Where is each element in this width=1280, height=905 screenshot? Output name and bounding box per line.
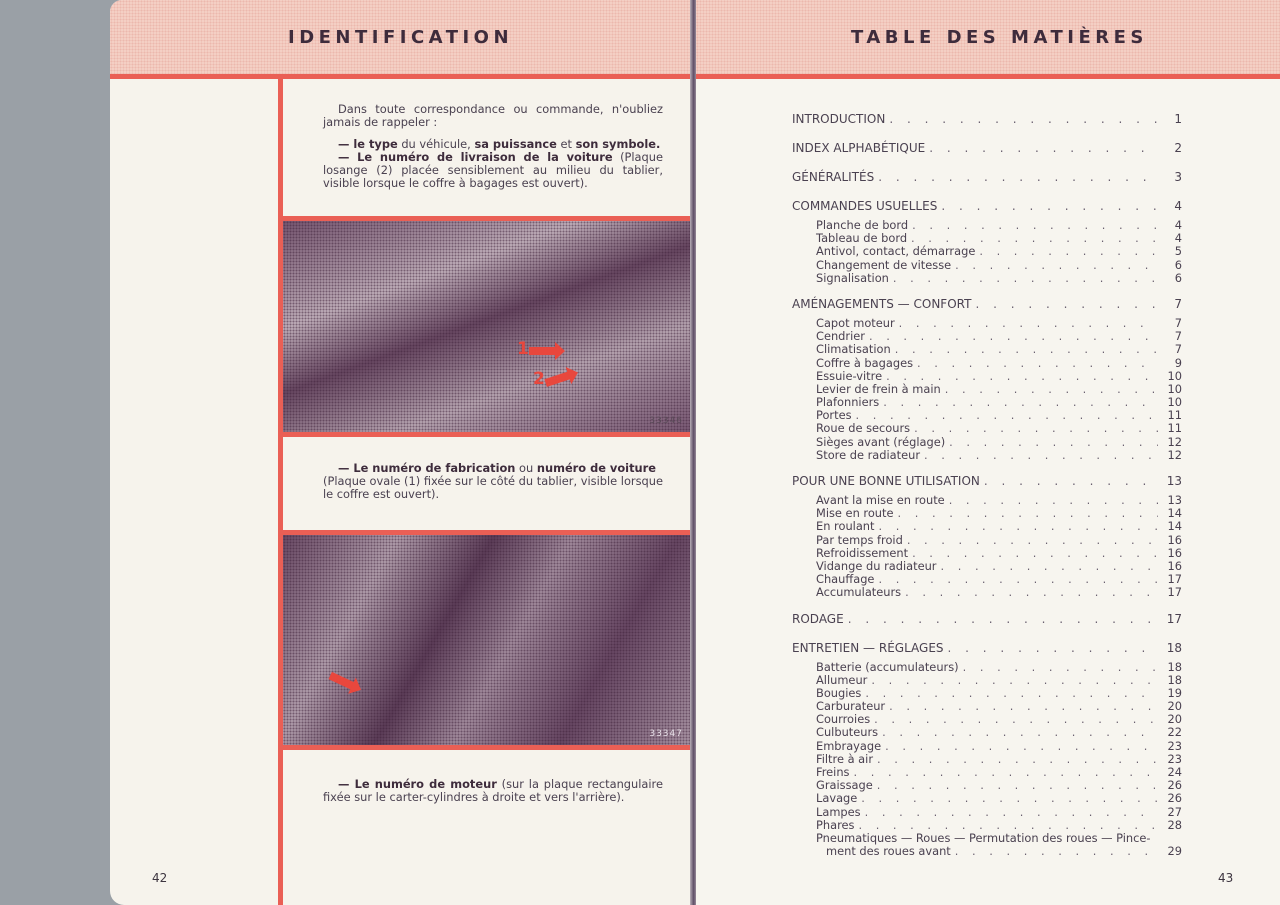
toc-subentry-page: 14 — [1167, 506, 1182, 521]
leader-dots — [907, 533, 1158, 547]
toc-entry-label: COMMANDES USUELLES — [792, 199, 938, 213]
toc-subentry[interactable] — [792, 533, 1182, 546]
toc-entry[interactable] — [792, 612, 1182, 628]
toc-subentry[interactable] — [792, 369, 1182, 382]
leader-dots — [948, 641, 1158, 655]
toc-subentry[interactable] — [792, 435, 1182, 448]
arrow-label-1: 1 — [517, 339, 529, 359]
toc-subentry-page: 12 — [1167, 447, 1182, 462]
arrow-1-icon — [529, 347, 557, 355]
leader-dots — [914, 421, 1158, 435]
toc-entry[interactable] — [792, 641, 1182, 657]
toc-subentry-page: 7 — [1174, 342, 1182, 357]
toc-subentry[interactable] — [792, 329, 1182, 342]
toc-section — [792, 170, 1182, 186]
moteur-block — [323, 778, 663, 804]
toc-subentry-page: 23 — [1167, 751, 1182, 766]
toc-subentry-page: 4 — [1174, 218, 1182, 232]
arrow-label-2: 2 — [533, 369, 545, 389]
toc-section — [792, 474, 1182, 599]
page-number: 42 — [152, 871, 168, 885]
margin-rule — [278, 79, 283, 905]
toc-subentry-label: Lampes — [816, 804, 861, 819]
toc-subentry[interactable] — [792, 791, 1182, 804]
toc-subentry-label: Embrayage — [816, 738, 882, 753]
toc-subentry[interactable] — [792, 752, 1182, 765]
toc-entry-label: INDEX ALPHABÉTIQUE — [792, 141, 926, 155]
leader-dots — [861, 791, 1158, 805]
toc-subentry[interactable] — [792, 699, 1182, 712]
item-type: — le type du véhicule, sa puissance et son symbole. — [338, 137, 661, 151]
leader-dots — [885, 739, 1158, 753]
item-livraison: — Le numéro de livraison de la voiture (Plaque losange (2) placée sensiblement au milieu du tablier, visible lorsque le coffre à bagages est ouvert). — [323, 150, 663, 190]
leader-dots — [877, 778, 1158, 792]
leader-dots — [871, 673, 1158, 687]
leader-dots — [877, 752, 1158, 766]
toc-subentry-page: 27 — [1167, 804, 1182, 819]
toc-entry-page: 3 — [1174, 170, 1182, 184]
photo-number: 33346 — [649, 416, 683, 426]
arrow-2-icon — [544, 371, 571, 387]
leader-dots — [883, 395, 1158, 409]
toc-entry[interactable] — [792, 199, 1182, 215]
leader-dots — [905, 585, 1158, 599]
toc-subentry-label: Batterie (accumulateurs) — [816, 659, 959, 674]
toc-subentry-label: Roue de secours — [816, 421, 911, 436]
leader-dots — [889, 112, 1158, 126]
toc-subentry-label: Bougies — [816, 685, 862, 700]
leader-dots — [929, 141, 1158, 155]
toc-subentry[interactable] — [792, 382, 1182, 395]
toc-subentry[interactable] — [792, 686, 1182, 699]
toc-entry[interactable] — [792, 170, 1182, 186]
page-number: 43 — [1218, 871, 1234, 885]
toc-entry-page: 18 — [1166, 640, 1182, 655]
leader-dots — [886, 369, 1158, 383]
toc-entry-label: POUR UNE BONNE UTILISATION — [792, 474, 980, 488]
toc-subentry-page: 18 — [1167, 659, 1182, 674]
toc-entry-label: RODAGE — [792, 611, 844, 626]
toc-section — [792, 112, 1182, 128]
leader-dots — [963, 660, 1158, 674]
toc-section — [792, 199, 1182, 284]
toc-subentry[interactable] — [792, 271, 1182, 284]
toc-subentry[interactable] — [792, 356, 1182, 369]
toc-subentry-page: 26 — [1167, 791, 1182, 806]
toc-subentry-label: Climatisation — [816, 342, 891, 357]
toc-subentry-label: Plafonniers — [816, 395, 880, 410]
toc-subentry[interactable] — [792, 739, 1182, 752]
header-rule — [110, 74, 694, 79]
toc-subentry[interactable] — [792, 805, 1182, 818]
toc-subentry-label: Sièges avant (réglage) — [816, 434, 946, 449]
toc-section — [792, 641, 1182, 858]
toc-subentry-page: 12 — [1167, 434, 1182, 449]
intro-text: Dans toute correspondance ou commande, n'oubliez jamais de rappeler : — [323, 102, 663, 129]
toc-subentry[interactable] — [792, 831, 1182, 857]
toc-subentry-page: 10 — [1167, 381, 1182, 396]
toc-subentry-page: 20 — [1167, 712, 1182, 727]
toc-subentry[interactable] — [792, 448, 1182, 461]
toc-subentry-label: Phares — [816, 817, 855, 832]
leader-dots — [853, 765, 1158, 779]
leader-dots — [917, 356, 1158, 370]
arrow-icon — [329, 672, 356, 690]
toc-entry-label: GÉNÉRALITÉS — [792, 170, 875, 184]
toc-entry-label: INTRODUCTION — [792, 112, 886, 126]
toc-subentry-label: Tableau de bord — [816, 231, 908, 246]
toc-entry[interactable] — [792, 141, 1182, 157]
toc-subentry-page: 9 — [1174, 355, 1182, 370]
toc-subentry-label: Vidange du radiateur — [816, 558, 937, 573]
leader-dots — [955, 844, 1158, 858]
page-title: IDENTIFICATION — [288, 27, 514, 48]
leader-dots — [856, 408, 1158, 422]
toc-subentry[interactable] — [792, 421, 1182, 434]
leader-dots — [865, 686, 1158, 700]
toc-subentry-label: Freins — [816, 765, 850, 779]
toc-subentry-label: Capot moteur — [816, 315, 895, 330]
toc-subentry-page: 7 — [1174, 329, 1182, 344]
leader-dots — [878, 170, 1158, 184]
toc-subentry-label: Mise en route — [816, 506, 894, 521]
toc-subentry-label: Allumeur — [816, 672, 868, 687]
toc-subentry[interactable] — [792, 725, 1182, 738]
toc-subentry-page: 17 — [1167, 572, 1182, 587]
toc-subentry-page: 11 — [1167, 421, 1182, 436]
toc-subentry-label: Coffre à bagages — [816, 355, 914, 370]
toc-entry-page: 13 — [1166, 474, 1182, 488]
photo-engine — [283, 530, 694, 750]
toc-subentry[interactable] — [792, 660, 1182, 673]
toc-entry-label: AMÉNAGEMENTS — CONFORT — [792, 296, 972, 311]
leader-dots — [899, 316, 1158, 330]
leader-dots — [869, 329, 1158, 343]
leader-dots — [941, 199, 1158, 213]
toc-subentry-page: 19 — [1167, 685, 1182, 700]
toc-entry-page: 4 — [1174, 199, 1182, 213]
toc-subentry[interactable] — [792, 546, 1182, 559]
toc-subentry[interactable] — [792, 231, 1182, 244]
toc-entry-page: 17 — [1166, 611, 1182, 626]
toc-subentry-page: 16 — [1167, 532, 1182, 547]
toc-subentry[interactable] — [792, 585, 1182, 598]
toc-subentry[interactable] — [792, 712, 1182, 725]
leader-dots — [979, 244, 1158, 258]
toc-section — [792, 297, 1182, 461]
toc-subentry-page: 29 — [1167, 844, 1182, 859]
left-page — [110, 0, 694, 905]
toc-subentry-page: 10 — [1167, 368, 1182, 383]
toc-subentry[interactable] — [792, 572, 1182, 585]
toc-subentry-label: Culbuteurs — [816, 725, 879, 740]
toc-subentry-label: Lavage — [816, 791, 858, 806]
toc-subentry[interactable] — [792, 258, 1182, 271]
leader-dots — [911, 231, 1158, 245]
leader-dots — [879, 519, 1159, 533]
toc-subentry[interactable] — [792, 506, 1182, 519]
toc-subentry-label: Levier de frein à main — [816, 381, 941, 396]
toc-subentry[interactable] — [792, 244, 1182, 257]
toc-subentry-label: Accumulateurs — [816, 585, 902, 600]
leader-dots — [912, 546, 1158, 560]
photo-trunk — [283, 216, 694, 437]
toc-subentry-label: Cendrier — [816, 329, 865, 344]
toc-entry[interactable] — [792, 112, 1182, 128]
leader-dots — [889, 699, 1158, 713]
toc-subentry[interactable] — [792, 765, 1182, 778]
item-fabrication-text: (Plaque ovale (1) fixée sur le côté du tablier, visible lorsque le coffre est ouvert). — [323, 474, 663, 501]
photo-engine-image — [283, 535, 691, 745]
toc-subentry-page: 24 — [1167, 765, 1182, 779]
leader-dots — [848, 612, 1158, 626]
item-fabrication-title: — Le numéro de fabrication ou numéro de voiture — [338, 461, 656, 475]
leader-dots — [949, 493, 1158, 507]
leader-dots — [949, 435, 1158, 449]
toc-subentry[interactable] — [792, 395, 1182, 408]
header-rule — [696, 74, 1280, 79]
toc-subentry[interactable] — [792, 778, 1182, 791]
toc-subentry-label: Graissage — [816, 778, 873, 793]
leader-dots — [955, 258, 1158, 272]
toc-subentry-label: Planche de bord — [816, 218, 909, 232]
toc-subentry-label: Store de radiateur — [816, 447, 921, 462]
toc-subentry-label: En roulant — [816, 519, 875, 534]
toc-subentry[interactable] — [792, 519, 1182, 532]
leader-dots — [874, 712, 1158, 726]
leader-dots — [895, 342, 1158, 356]
toc-subentry-continuation — [816, 844, 1182, 857]
toc-subentry[interactable] — [792, 673, 1182, 686]
toc-subentry[interactable] — [792, 559, 1182, 572]
toc-subentry-page: 16 — [1167, 558, 1182, 573]
toc-subentry-label: Filtre à air — [816, 751, 874, 766]
toc-subentry-label: Refroidissement — [816, 545, 909, 560]
page-title: TABLE DES MATIÈRES — [851, 27, 1148, 48]
toc-entry-label: ENTRETIEN — RÉGLAGES — [792, 640, 944, 655]
leader-dots — [898, 506, 1159, 520]
toc-subentry-label: Signalisation — [816, 270, 889, 285]
leader-dots — [882, 725, 1158, 739]
toc-subentry-label: ment des roues avant — [826, 844, 951, 859]
toc-section — [792, 141, 1182, 157]
toc-entry-page: 2 — [1174, 141, 1182, 155]
right-page — [696, 0, 1280, 905]
toc-subentry-label: Par temps froid — [816, 532, 903, 547]
toc-subentry-label: Chauffage — [816, 572, 875, 587]
toc-entry-page: 7 — [1174, 296, 1182, 311]
leader-dots — [975, 297, 1158, 311]
toc-subentry[interactable] — [792, 408, 1182, 421]
toc-subentry-page: 6 — [1174, 257, 1182, 272]
toc-subentry-page: 10 — [1167, 395, 1182, 410]
toc-subentry-label: Essuie-vitre — [816, 368, 883, 383]
toc-subentry-page: 13 — [1167, 493, 1182, 507]
toc-subentry-page: 20 — [1167, 699, 1182, 714]
item-moteur: — Le numéro de moteur (sur la plaque rectangulaire fixée sur le carter-cylindres à droite et vers l'arrière). — [323, 777, 663, 804]
toc-subentry-page: 18 — [1167, 672, 1182, 687]
table-of-contents — [792, 112, 1182, 870]
photo-number: 33347 — [649, 729, 683, 739]
toc-subentry[interactable] — [792, 342, 1182, 355]
toc-entry[interactable] — [792, 297, 1182, 313]
leader-dots — [984, 474, 1158, 488]
toc-subentry[interactable] — [792, 818, 1182, 831]
leader-dots — [865, 805, 1158, 819]
leader-dots — [924, 448, 1158, 462]
toc-subentry-label: Changement de vitesse — [816, 257, 952, 272]
toc-subentry-label: Antivol, contact, démarrage — [816, 244, 976, 259]
toc-subentry-page: 6 — [1174, 270, 1182, 285]
leader-dots — [940, 559, 1158, 573]
toc-subentry-page: 22 — [1167, 725, 1182, 740]
fabrication-block — [323, 462, 663, 501]
photo-trunk-image — [283, 221, 691, 432]
toc-subentry-label: Carburateur — [816, 699, 886, 714]
intro-block — [323, 103, 663, 190]
toc-subentry-page: 4 — [1174, 231, 1182, 246]
toc-subentry[interactable] — [792, 218, 1182, 231]
toc-subentry-label: Portes — [816, 408, 852, 423]
toc-subentry[interactable] — [792, 316, 1182, 329]
toc-subentry-label: Courroies — [816, 712, 871, 727]
toc-subentry-page: 23 — [1167, 738, 1182, 753]
toc-subentry[interactable] — [792, 493, 1182, 506]
leader-dots — [878, 572, 1158, 586]
leader-dots — [945, 382, 1158, 396]
leader-dots — [858, 818, 1158, 832]
toc-subentry-page: 16 — [1167, 545, 1182, 560]
toc-subentry-page: 11 — [1167, 408, 1182, 423]
toc-subentry-page: 28 — [1167, 817, 1182, 832]
toc-subentry-page: 17 — [1167, 585, 1182, 600]
toc-subentry-page: 5 — [1174, 244, 1182, 259]
toc-subentry-page: 7 — [1174, 315, 1182, 330]
toc-section — [792, 612, 1182, 628]
toc-subentry-page: 14 — [1167, 519, 1182, 534]
toc-subentry-label: Pneumatiques — Roues — Permutation des roues — Pince- — [816, 830, 1151, 845]
toc-subentry-page: 26 — [1167, 778, 1182, 793]
leader-dots — [912, 218, 1158, 232]
leader-dots — [893, 271, 1158, 285]
toc-entry-page: 1 — [1174, 112, 1182, 126]
toc-subentry-label: Avant la mise en route — [816, 493, 945, 507]
toc-entry[interactable] — [792, 474, 1182, 490]
